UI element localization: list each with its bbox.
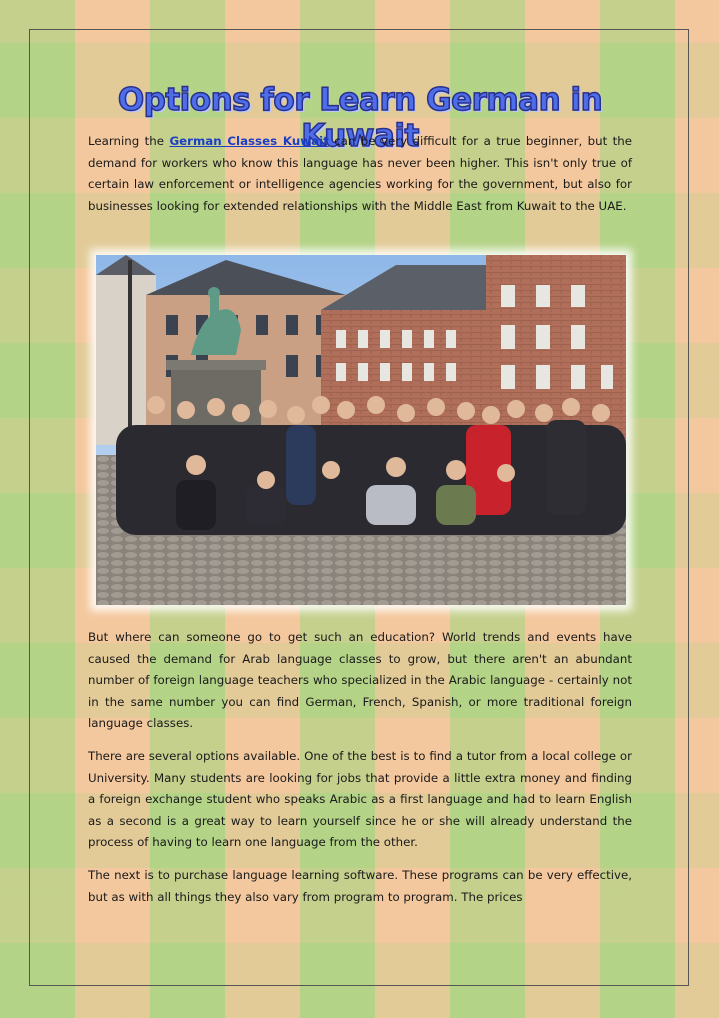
paragraph-options: There are several options available. One of the best is to find a tutor from a local college or University. Many students are looking for jobs that provide a little extra money and finding a foreign exchange student who speaks Arabic as a first language and had to learn English as a second is a great way to learn yourself since he or she will already understand the process of having to learn one language from the other. — [88, 749, 632, 849]
group-photo — [96, 255, 626, 605]
german-classes-link[interactable]: German Classes Kuwait — [169, 134, 329, 148]
intro-paragraph — [88, 131, 632, 217]
paragraph-software: The next is to purchase language learning software. These programs can be very effective, but as with all things they also vary from program to program. The prices — [88, 868, 632, 904]
intro-text-before: Learning the — [88, 134, 170, 148]
document-title: Options for Learn German in Kuwait — [117, 82, 603, 154]
paragraph-education: But where can someone go to get such an education? World trends and events have caused the demand for Arab language classes to grow, but there aren't an abundant number of foreign language teachers who specialized in the Arabic language - certainly not in the same number you can find German, French, Spanish, or more traditional foreign language classes. — [88, 630, 632, 730]
intro-text-after: can be very difficult for a true beginner, but the demand for workers who know this language has never been higher. This isn't only true of certain law enforcement or intelligence agencies working for the government, but also for businesses looking for extended relationships with the Middle East from Kuwait to the UAE. — [88, 134, 632, 213]
